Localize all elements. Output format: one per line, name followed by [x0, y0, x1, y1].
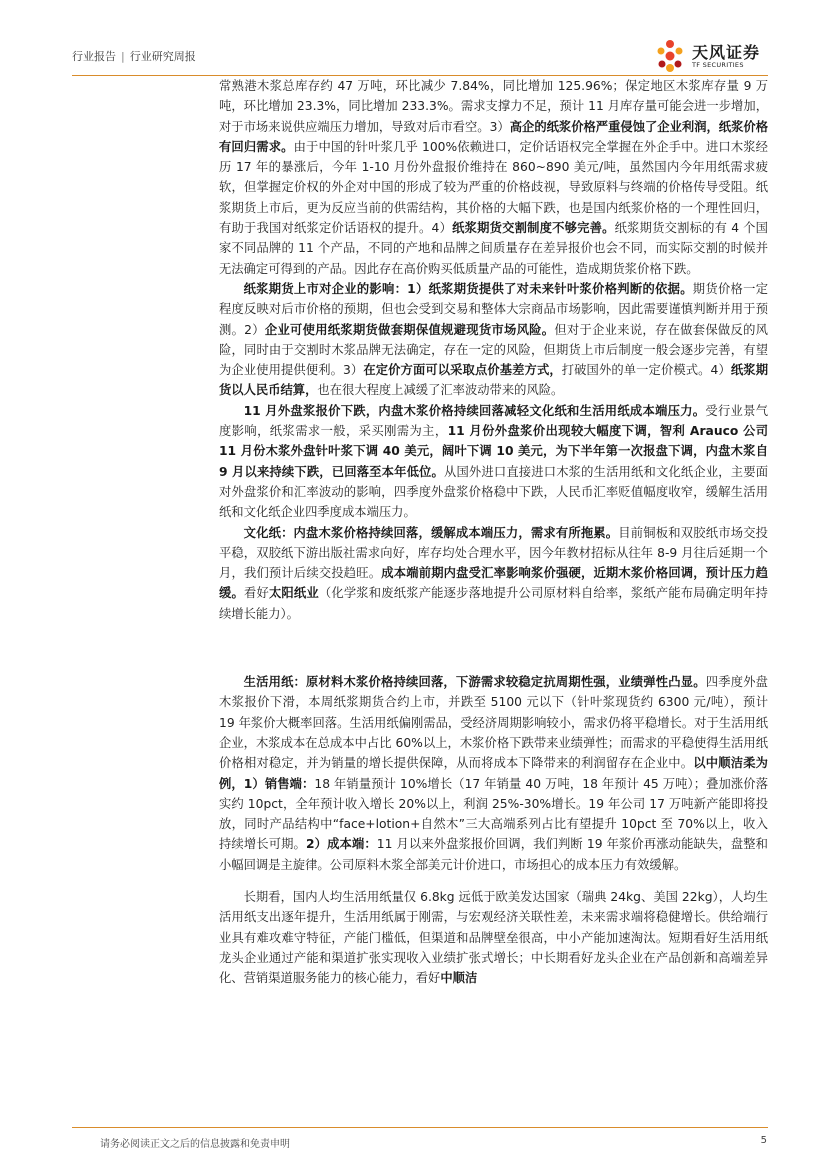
- bold-text-run: 高企的纸浆价格严重侵蚀了企业利润，纸浆价格有回归需求。: [219, 119, 768, 154]
- bold-text-run: 生活用纸：原材料木浆价格持续回落，下游需求较稳定抗周期性强，业绩弹性凸显。: [243, 675, 706, 690]
- bold-text-run: 以中顺洁柔为例，1）销售端：: [219, 756, 768, 791]
- bold-text-run: 2）成本端：: [305, 837, 377, 852]
- bold-text-run: 中顺洁: [440, 971, 478, 986]
- header-separator: |: [121, 50, 125, 63]
- report-subtype: 行业研究周报: [129, 50, 196, 63]
- paragraph-pulp-inventory: [219, 76, 768, 279]
- bold-text-run: 纸浆期货上市对企业的影响：1）纸浆期货提供了对未来针叶浆价格判断的依据。: [243, 281, 693, 296]
- report-body: [219, 76, 768, 988]
- text-run: 18 年销量预计 10%增长（17 年销量 40 万吨，18 年预计 45 万吨）；叠加涨价落实约 10pct，全年预计收入增长 20%以上，利润 25%-30%增长。19 年公司 17 万吨新产能即将投放，同时产品结构中“face+lotion+自然木”三大高端系列占比有望提升 10pct 至 70%以上，收入持续增长可期。: [219, 776, 768, 852]
- footer-divider: [72, 1127, 768, 1128]
- text-run: 但对于企业来说，存在做套保做反的风险，同时由于交割时木浆品牌无法确定，存在一定的风险，但期货上市后制度一般会逐步完善，有望为企业使用提供便利。3）: [219, 322, 768, 378]
- page-header: [72, 36, 772, 76]
- paragraph-tissue-paper: [219, 672, 768, 875]
- text-run: （化学浆和废纸浆产能逐步落地提升公司原材料自给率，浆纸产能布局确定明年持续增长能力）。: [219, 586, 768, 621]
- bold-text-run: 纸浆期货以人民币结算，: [219, 363, 768, 398]
- bold-text-run: 在定价方面可以采取点价基差方式，: [363, 363, 562, 378]
- text-run: 由于中国的针叶浆几乎 100%依赖进口，定价话语权完全掌握在外企手中。进口木浆经历 17 年的暴涨后，今年 1-10 月份外盘报价维持在 860~890 美元/吨，虽然国内今年用纸需求疲软，但掌握定价权的外企对中国的形成了较为严重的价格歧视，导致原料与终端的价格传导受阻。纸浆期货上市后，更为反应当前的供需结构，其价格的大幅下跌，也是国内纸浆价格的一个理性回归，有助于我国对纸浆定价话语权的提升。4）: [219, 139, 768, 236]
- text-run: 看好: [243, 586, 269, 601]
- bold-text-run: 成本端前期内盘受汇率影响浆价强硬，近期木浆价格回调，预计压力趋缓。: [219, 566, 768, 601]
- bold-text-run: 11 月份外盘浆价出现较大幅度下调，智利 Arauco 公司 11 月份木浆外盘针叶浆下调 40 美元，阔叶下调 10 美元，为下半年第一次报盘下调，内盘木浆自 9 月以来持续下跌，已回落至本年低位。: [219, 424, 768, 479]
- bold-text-run: 文化纸：内盘木浆价格持续回落，缓解成本端压力，需求有所拖累。: [243, 525, 619, 540]
- paragraph-long-term-outlook: [219, 887, 768, 988]
- paragraph-november-pulp-price: [219, 401, 768, 523]
- report-type: 行业报告: [72, 50, 116, 63]
- bold-text-run: 太阳纸业: [268, 586, 319, 601]
- text-run: 也在很大程度上减缓了汇率波动带来的风险。: [317, 383, 564, 398]
- tf-logo-icon: [652, 38, 688, 74]
- paragraph-cultural-paper: [219, 523, 768, 624]
- text-run: 期货价格一定程度反映对后市价格的预期，但也会受到交易和整体大宗商品市场影响，因此需要谨慎判断并用于预测。2）: [219, 281, 768, 337]
- section-spacer: [219, 875, 768, 887]
- bold-text-run: 企业可使用纸浆期货做套期保值规避现货市场风险。: [264, 322, 555, 337]
- text-run: 打破国外的单一定价模式。4）: [561, 363, 731, 378]
- logo-chinese-name: 天风证券: [692, 43, 761, 62]
- text-run: 从国外进口直接进口木浆的生活用纸和文化纸企业，主要面对外盘浆价和汇率波动的影响，四季度外盘浆价格稳中下跌，人民币汇率贬值幅度收窄，缓解生活用纸和文化纸企业四季度成本端压力。: [219, 464, 768, 520]
- page-number: 5: [760, 1135, 767, 1146]
- bold-text-run: 11 月外盘浆报价下跌，内盘木浆价格持续回落减轻文化纸和生活用纸成本端压力。: [243, 403, 706, 418]
- text-run: 常熟港木浆总库存约 47 万吨，环比减少 7.84%，同比增加 125.96%；保定地区木浆库存量 9 万吨，环比增加 23.3%，同比增加 233.3%。需求支撑力不足，预计 11 月库存量可能会进一步增加，对于市场来说供应端压力增加，导致对后市看空。3）: [219, 79, 768, 134]
- text-run: 受行业景气度影响，纸浆需求一般，采买刚需为主，: [219, 403, 768, 439]
- text-run: 11 月以来外盘浆报价回调，我们判断 19 年浆价再涨动能缺失，盘整和小幅回调是主旋律。公司原料木浆全部美元计价进口，市场担心的成本压力有效缓解。: [219, 837, 768, 872]
- text-run: 长期看，国内人均生活用纸量仅 6.8kg 远低于欧美发达国家（瑞典 24kg、美国 22kg），人均生活用纸支出逐年提升，生活用纸属于刚需，与宏观经济关联性差，未来需求端将稳健增长。供给端行业具有难攻难守特征，产能门槛低，但渠道和品牌壁垒很高，中小产能加速淘汰。短期看好生活用纸龙头企业通过产能和渠道扩张实现收入业绩扩张式增长；中长期看好龙头企业在产品创新和高端差异化、营销渠道服务能力的核心能力，看好: [219, 889, 768, 986]
- text-run: 目前铜板和双胶纸市场交投平稳，双胶纸下游出版社需求向好，库存均处合理水平，因今年教材招标从往年 8-9 月往后延期一个月，我们预计后续交投趋旺。: [219, 525, 768, 581]
- text-run: 纸浆期货交割标的有 4 个国家不同品牌的 11 个产品，不同的产地和品牌之间质量存在差异报价也会不同，而实际交割的时候并无法确定可得到的产品。因此存在高价购买低质量产品的可能性，造成期货浆价格下跌。: [219, 221, 768, 276]
- bold-text-run: 纸浆期货交割制度不够完善。: [452, 221, 615, 236]
- paragraph-futures-impact: [219, 279, 768, 401]
- company-logo: [652, 36, 772, 76]
- section-spacer: [219, 624, 768, 672]
- text-run: 四季度外盘木浆报价下滑，本周纸浆期货合约上市，并跌至 5100 元以下（针叶浆现货约 6300 元/吨），预计 19 年浆价大概率回落。生活用纸偏刚需品，受经济周期影响较小，需求仍将平稳增长。对于生活用纸企业，木浆成本在总成本中占比 60%以上，木浆价格下跌带来业绩弹性；而需求的平稳使得生活用纸价格相对稳定，并为销量的增长提供保障，从而将成本下降带来的利润留存在企业中。: [219, 675, 768, 771]
- report-category: [72, 48, 196, 64]
- logo-english-name: TF SECURITIES: [692, 61, 744, 69]
- footer-disclaimer: 请务必阅读正文之后的信息披露和免责申明: [100, 1139, 290, 1150]
